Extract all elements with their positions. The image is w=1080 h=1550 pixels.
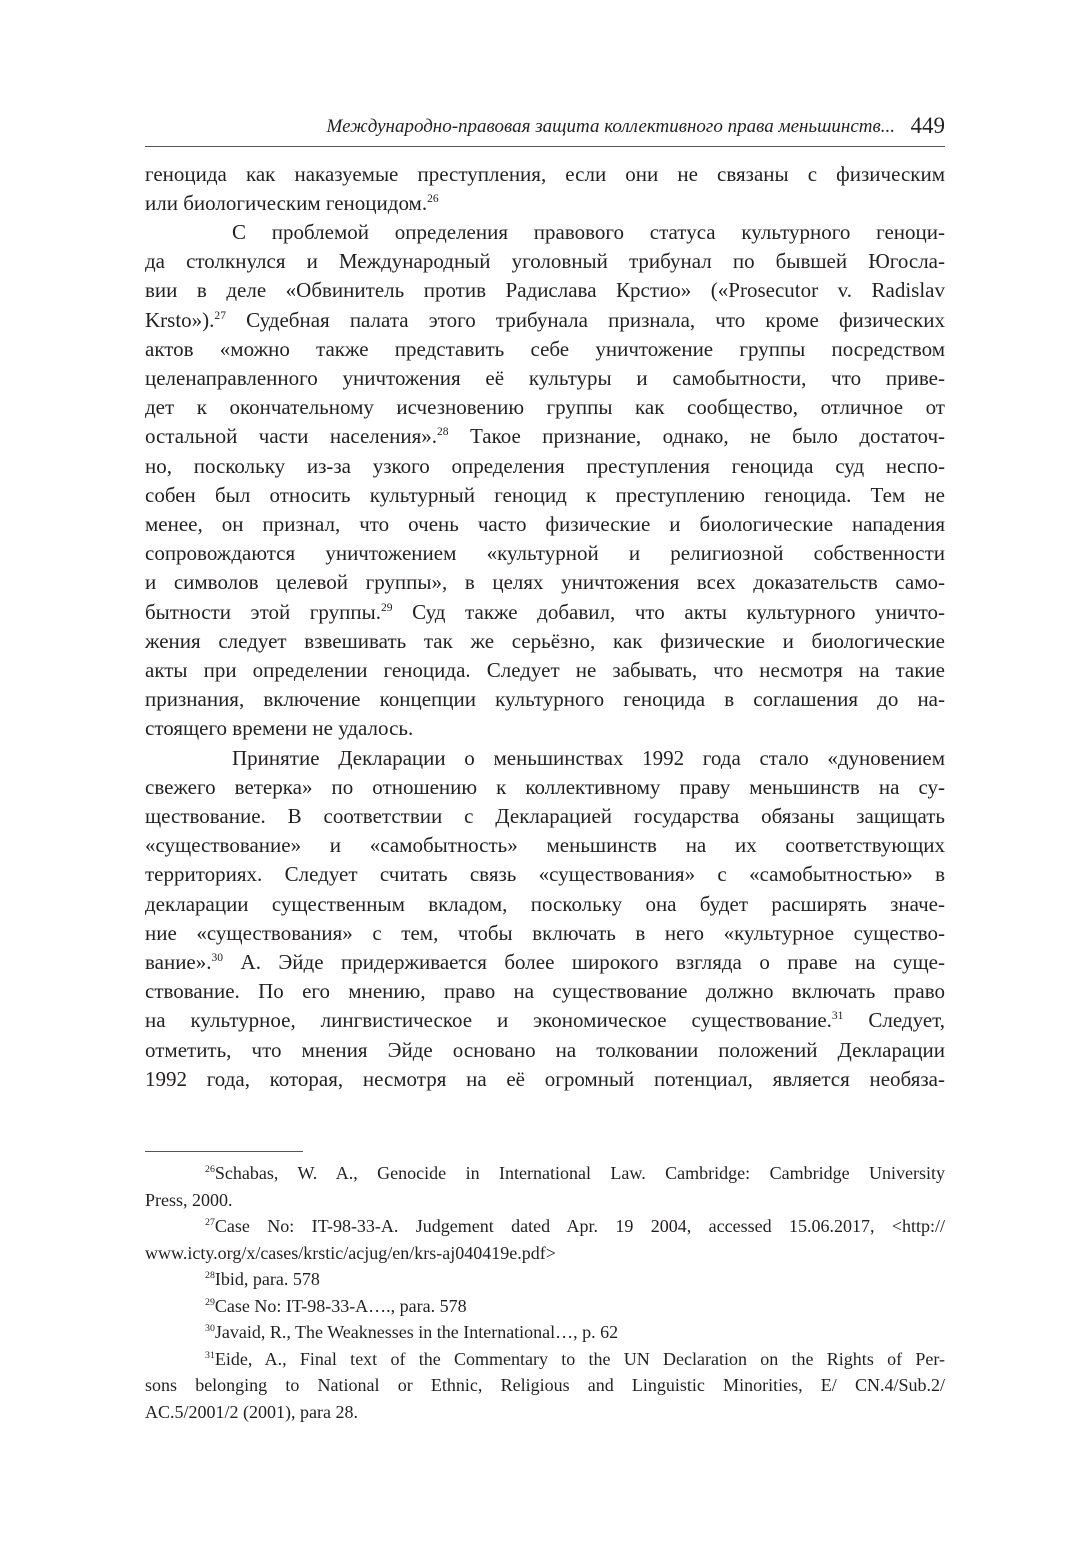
footnote-ref: 31 — [831, 1009, 844, 1022]
text-run: ствование. По его мнению, право на существование должно включать право — [145, 979, 945, 1003]
text-line — [145, 685, 945, 714]
text-line — [232, 744, 945, 773]
footnote-ref: 27 — [214, 309, 226, 322]
text-line — [145, 860, 945, 889]
text-run: собен был относить культурный геноцид к преступлению геноцида. Тем не — [145, 483, 945, 507]
text-run: актов «можно также представить себе уничтожение группы посредством — [145, 337, 945, 361]
text-line — [145, 422, 945, 451]
text-run: Ibid, para. 578 — [214, 1269, 320, 1289]
text-run: Судебная палата этого трибунала признала, что кроме физических — [225, 308, 945, 332]
text-line — [145, 1036, 945, 1065]
text-run: Press, 2000. — [145, 1190, 233, 1210]
text-run: AC.5/2001/2 (2001), para 28. — [145, 1402, 358, 1422]
text-run: ществование. В соответствии с Декларацией государства обязаны защищать — [145, 804, 945, 828]
footnote-line — [205, 1160, 945, 1186]
footnote-line — [205, 1319, 945, 1345]
text-line — [145, 1065, 945, 1094]
text-line — [145, 802, 945, 831]
text-run: декларации существенным вкладом, поскольку она будет расширять значе- — [145, 892, 945, 916]
text-run: целенаправленного уничтожения её культуры и самобытности, что приве- — [145, 366, 945, 390]
text-line — [145, 714, 945, 743]
footnote-ref: 26 — [205, 1164, 215, 1176]
text-run: Eide, A., Final text of the Commentary to the UN Declaration on the Rights of Per- — [214, 1349, 945, 1369]
text-run: остальной части населения». — [145, 424, 437, 448]
text-run: Case No: IT-98-33-A. Judgement dated Apr. 19 2004, accessed 15.06.2017, <http:// — [214, 1216, 945, 1236]
text-line — [145, 364, 945, 393]
text-run: признания, включение концепции культурного геноцида в соглашения до на- — [145, 687, 945, 711]
text-run: отметить, что мнения Эйде основано на толковании положений Декларации — [145, 1038, 945, 1062]
footnote-line — [205, 1346, 945, 1372]
text-run: Schabas, W. A., Genocide in International Law. Cambridge: Cambridge University — [214, 1163, 945, 1183]
footnote-ref: 29 — [205, 1297, 215, 1309]
footnote-line — [205, 1293, 945, 1319]
text-run: А. Эйде придерживается более широкого взгляда о праве на суще- — [223, 950, 945, 974]
footnote-line — [145, 1372, 945, 1398]
text-line — [145, 452, 945, 481]
footnote-line — [205, 1213, 945, 1239]
text-run: Krsto»). — [145, 308, 215, 332]
text-line — [145, 160, 945, 189]
text-line — [145, 306, 945, 335]
text-run: территориях. Следует считать связь «существования» с «самобытностью» в — [145, 862, 945, 886]
text-line — [145, 568, 945, 597]
text-run: акты при определении геноцида. Следует не забывать, что несмотря на такие — [145, 658, 945, 682]
text-line — [145, 393, 945, 422]
text-run: вии в деле «Обвинитель против Радислава Крстио» («Prosecutor v. Radislav — [145, 278, 945, 302]
footnote-line — [145, 1187, 945, 1213]
text-line — [145, 773, 945, 802]
footnote-separator — [145, 1151, 303, 1152]
text-run: вание». — [145, 950, 212, 974]
text-run: Case No: IT-98-33-A…., para. 578 — [214, 1296, 467, 1316]
text-line — [145, 189, 945, 218]
page-number: 449 — [910, 113, 945, 138]
text-run: свежего ветерка» по отношению к коллективному праву меньшинств на су- — [145, 775, 945, 799]
text-run: 1992 года, которая, несмотря на её огромный потенциал, является необяза- — [145, 1067, 945, 1091]
text-line — [145, 335, 945, 364]
text-run: бытности этой группы. — [145, 600, 381, 624]
text-line — [145, 598, 945, 627]
text-line — [145, 1006, 945, 1035]
text-run: геноцида как наказуемые преступления, если они не связаны с физическим — [145, 162, 945, 186]
text-run: или биологическим геноцидом. — [145, 191, 428, 215]
text-run: на культурное, лингвистическое и экономическое существование. — [145, 1008, 832, 1032]
text-line — [145, 247, 945, 276]
text-run: сопровождаются уничтожением «культурной и религиозной собственности — [145, 541, 945, 565]
text-line — [145, 948, 945, 977]
footnote-ref: 28 — [437, 425, 449, 438]
text-run: но, поскольку из-за узкого определения преступления геноцида суд неспо- — [145, 454, 945, 478]
text-line — [145, 919, 945, 948]
header-rule — [145, 146, 945, 147]
text-line — [145, 831, 945, 860]
footnote-ref: 30 — [205, 1323, 215, 1335]
footnote-ref: 27 — [205, 1217, 215, 1229]
text-run: С проблемой определения правового статуса культурного геноци- — [232, 220, 945, 244]
footnote-line — [145, 1399, 945, 1425]
footnote-ref: 26 — [427, 192, 439, 205]
text-line — [145, 656, 945, 685]
text-run: Такое признание, однако, не было достаточ- — [448, 424, 946, 448]
text-line — [145, 977, 945, 1006]
text-run: ние «существования» с тем, чтобы включать в него «культурное существо- — [145, 921, 945, 945]
text-run: Принятие Декларации о меньшинствах 1992 года стало «дуновением — [232, 746, 945, 770]
running-title: Международно-правовая защита коллективного права меньшинств... — [326, 116, 895, 137]
text-run: Суд также добавил, что акты культурного уничто- — [392, 600, 945, 624]
footnote-ref: 28 — [205, 1270, 215, 1282]
text-line — [145, 276, 945, 305]
text-run: жения следует взвешивать так же серьёзно, как физические и биологические — [145, 629, 945, 653]
footnote-line — [145, 1240, 945, 1266]
text-line — [145, 539, 945, 568]
footnote-ref: 31 — [205, 1350, 215, 1362]
text-run: sons belonging to National or Ethnic, Religious and Linguistic Minorities, E/ CN.4/Sub.2/ — [145, 1375, 945, 1395]
footnote-ref: 30 — [211, 951, 224, 964]
text-run: www.icty.org/x/cases/krstic/acjug/en/krs-aj040419e.pdf> — [145, 1243, 556, 1263]
text-line — [232, 218, 945, 247]
text-run: Javaid, R., The Weaknesses in the International…, p. 62 — [214, 1322, 619, 1342]
text-line — [145, 481, 945, 510]
text-run: дет к окончательному исчезновению группы как сообщество, отличное от — [145, 395, 945, 419]
text-run: «существование» и «самобытность» меньшинств на их соответствующих — [145, 833, 945, 857]
text-line — [145, 890, 945, 919]
text-line — [145, 627, 945, 656]
text-run: менее, он признал, что очень часто физические и биологические нападения — [145, 512, 945, 536]
text-run: стоящего времени не удалось. — [145, 716, 414, 740]
text-run: да столкнулся и Международный уголовный трибунал по бывшей Югосла- — [145, 249, 945, 273]
footnote-ref: 29 — [380, 601, 393, 614]
text-line — [145, 510, 945, 539]
text-run: Следует, — [843, 1008, 946, 1032]
text-run: и символов целевой группы», в целях уничтожения всех доказательств само- — [145, 570, 945, 594]
footnote-line — [205, 1266, 945, 1292]
